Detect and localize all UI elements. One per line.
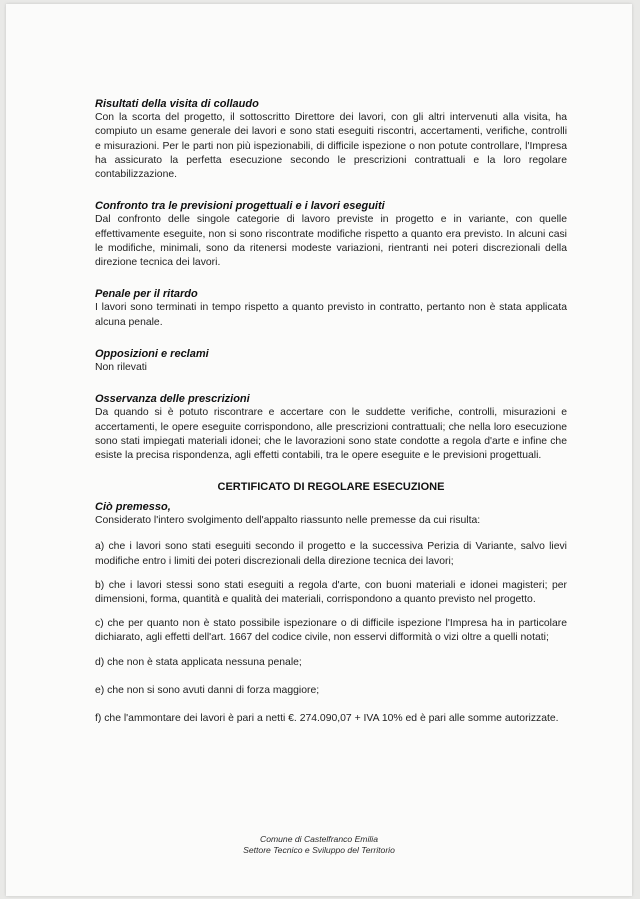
- certificate-point-e: e) che non si sono avuti danni di forza maggiore;: [95, 684, 320, 696]
- certificate-point-d: d) che non è stata applicata nessuna penale;: [95, 656, 302, 668]
- section-text: Non rilevati: [95, 362, 147, 374]
- section-confronto-previsioni: [95, 199, 567, 270]
- section-opposizioni-reclami: [95, 347, 567, 375]
- section-text: Dal confronto delle singole categorie di lavoro previste in progetto e in variante, con quelle effettivamente eseguite, non si sono riscontrate modifiche rispetto a quanto era previsto. In alcuni casi le modifiche, minimali, sono da ritenersi modeste variazioni, rientranti nei poteri discrezionali della direzione tecnica dei lavori.: [95, 214, 567, 269]
- section-text: I lavori sono terminati in tempo rispetto a quanto previsto in contratto, pertanto non è stata applicata alcuna penale.: [95, 302, 567, 328]
- section-penale-ritardo: [95, 287, 567, 330]
- document-body: [95, 97, 567, 736]
- footer-department: Settore Tecnico e Sviluppo del Territorio: [243, 845, 395, 855]
- section-risultati-visita: [95, 97, 567, 182]
- certificate-premise: Ciò premesso,: [95, 501, 171, 514]
- certificate-title: CERTIFICATO DI REGOLARE ESECUZIONE: [217, 481, 445, 494]
- section-heading: Penale per il ritardo: [95, 288, 198, 301]
- section-text: Con la scorta del progetto, il sottoscritto Direttore dei lavori, con gli altri intervenuti alla visita, ha compiuto un esame generale dei lavori e sono stati eseguiti riscontri, accertamenti, verifiche, controlli e misurazioni. Per le parti non più ispezionabili, di difficile ispezione o non potute controllare, l'Impresa ha assicurato la perfetta esecuzione secondo le prescrizioni contrattuali e la loro regolare contabilizzazione.: [95, 112, 567, 181]
- certificate-point-a: a) che i lavori sono stati eseguiti secondo il progetto e la successiva Perizia di Variante, salvo lievi modifiche entro i limiti dei poteri discrezionali della direzione tecnica dei lavori;: [95, 541, 567, 567]
- section-heading: Confronto tra le previsioni progettuali e i lavori eseguiti: [95, 200, 385, 213]
- section-text: Da quando si è potuto riscontrare e accertare con le suddette verifiche, controlli, misurazioni e accertamenti, le opere eseguite corrispondono, alle prescrizioni contrattuali; che nella loro esecuzione sono stati impiegati materiali idonei; che le lavorazioni sono state condotte a regola d'arte e infine che esiste la precisa rispondenza, agli effetti contabili, tra le opere eseguite e le previsioni progettuali.: [95, 407, 567, 462]
- document-page: [6, 4, 632, 896]
- certificate-intro: Considerato l'intero svolgimento dell'appalto riassunto nelle premesse da cui risulta:: [95, 515, 481, 527]
- section-osservanza-prescrizioni: [95, 392, 567, 463]
- section-heading: Osservanza delle prescrizioni: [95, 393, 250, 406]
- certificate-point-f: f) che l'ammontare dei lavori è pari a netti €. 274.090,07 + IVA 10% ed è pari alle somme autorizzate.: [95, 713, 559, 725]
- certificate-point-b: b) che i lavori stessi sono stati eseguiti a regola d'arte, con buoni materiali e idonei magisteri; per dimensioni, forma, quantità e qualità dei materiali, corrispondono a quanto previsto nel progetto.: [95, 579, 567, 606]
- section-heading: Risultati della visita di collaudo: [95, 98, 259, 110]
- page-footer: [6, 834, 632, 856]
- certificate-point-c: c) che per quanto non è stato possibile ispezionare o di difficile ispezione l'Impresa ha in particolare dichiarato, agli effetti dell'art. 1667 del codice civile, non esservi difformità o vizi oltre a quelli notati;: [95, 618, 567, 644]
- footer-municipality: Comune di Castelfranco Emilia: [260, 834, 378, 844]
- section-heading: Opposizioni e reclami: [95, 347, 209, 360]
